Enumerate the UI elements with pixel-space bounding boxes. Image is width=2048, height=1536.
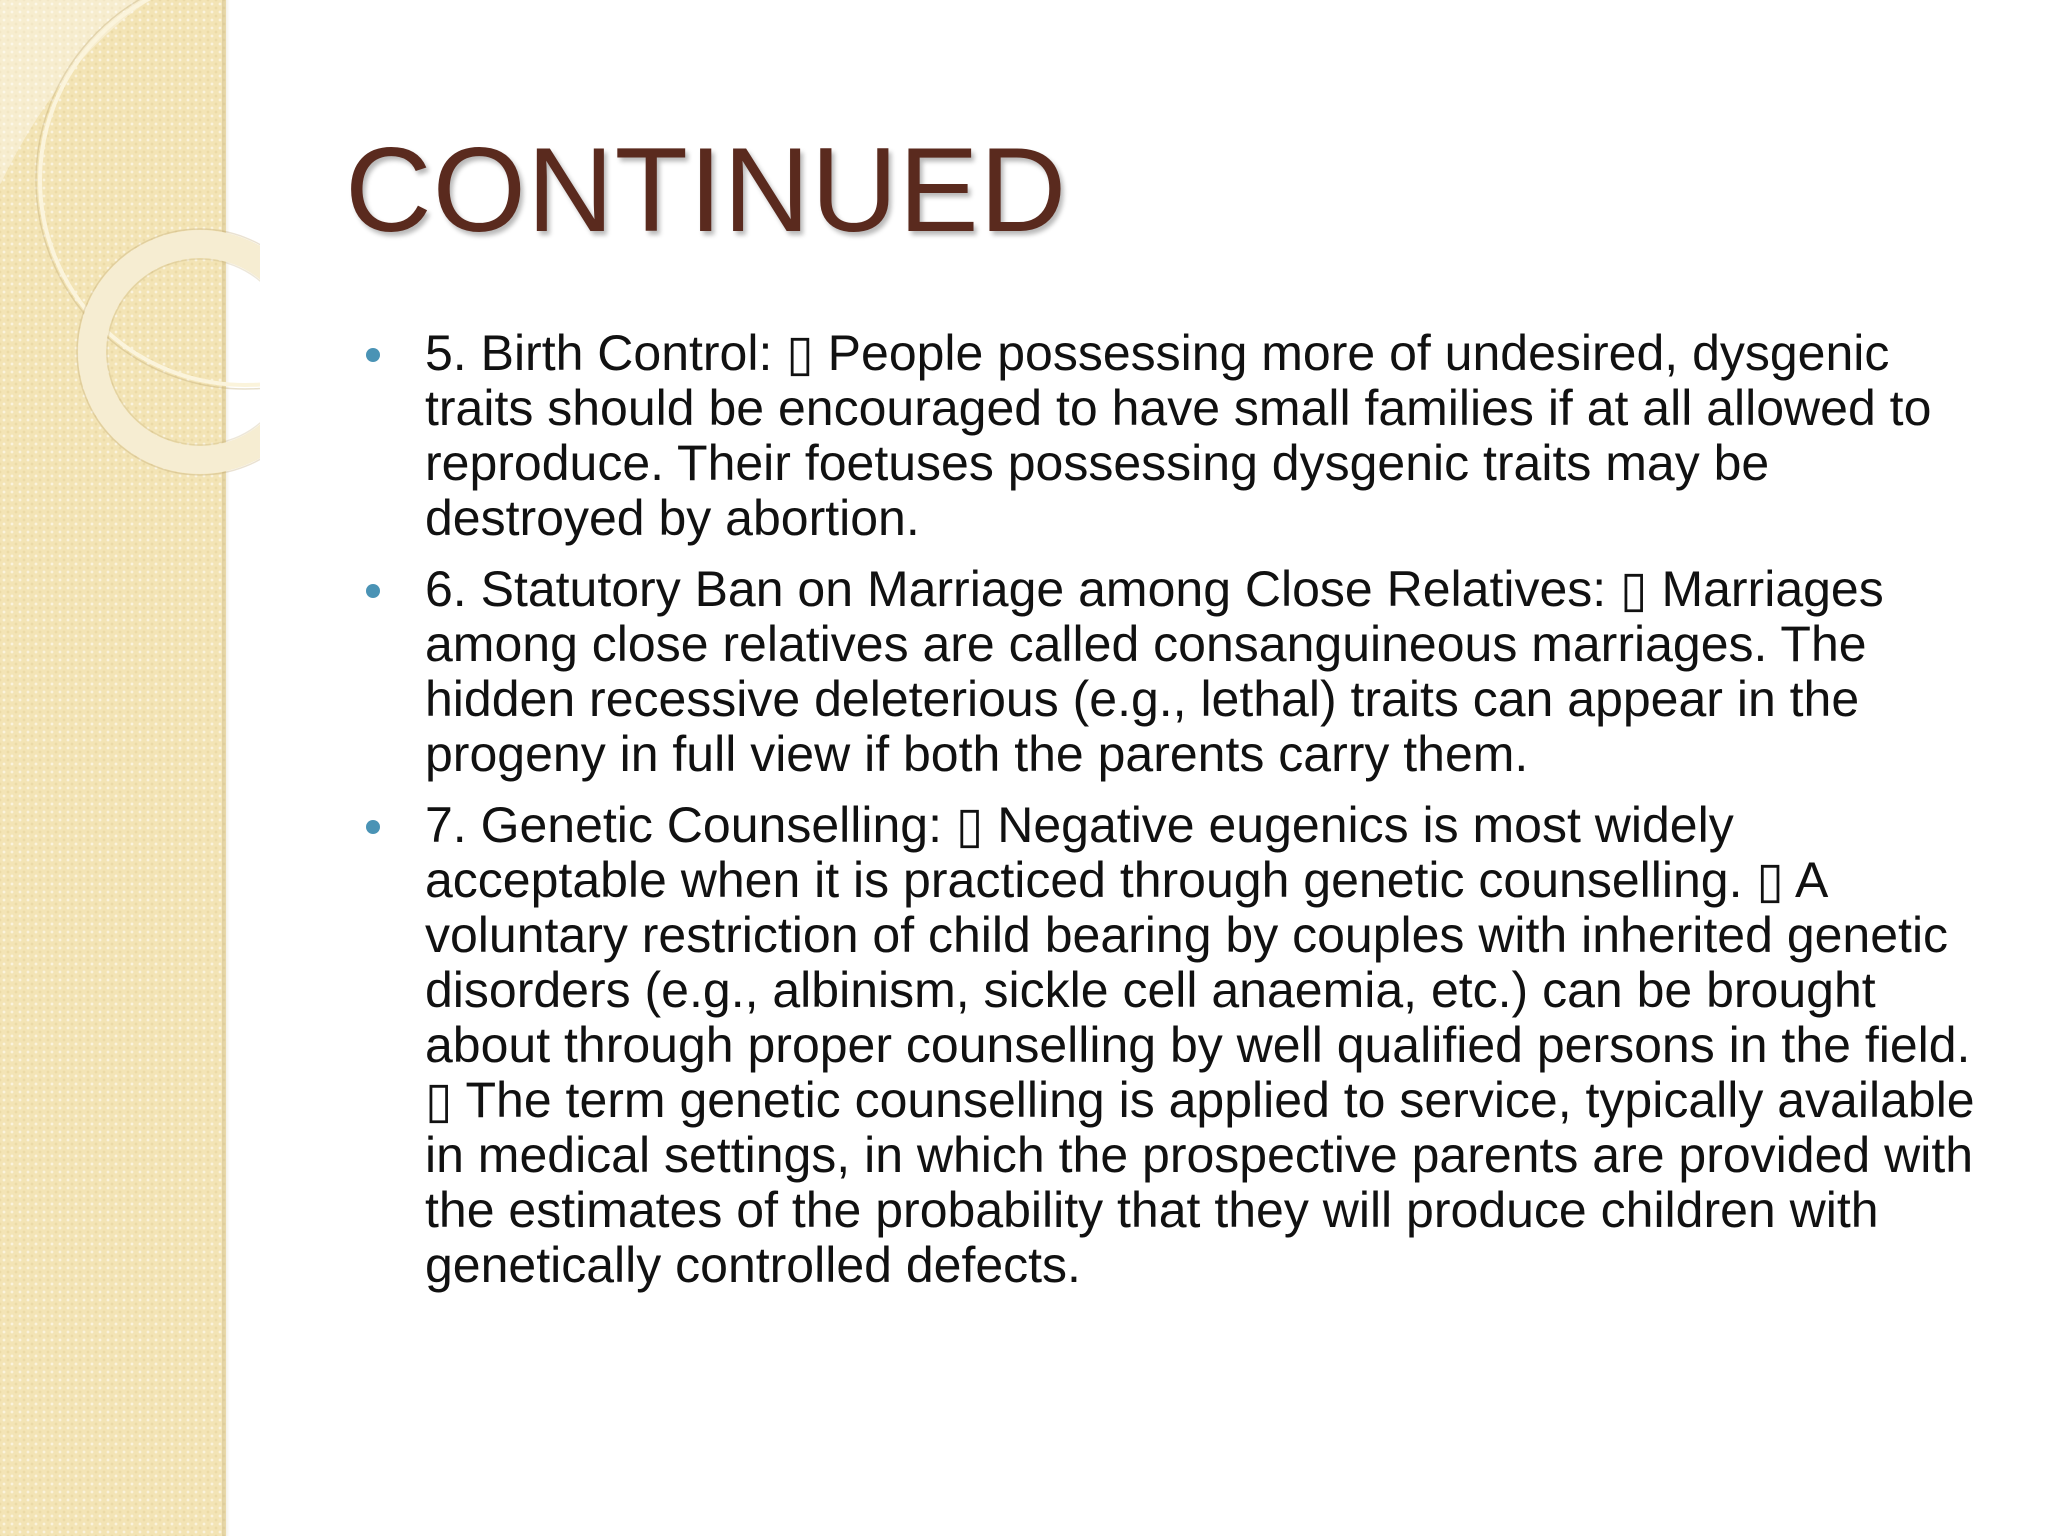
bullet-text: 6. Statutory Ban on Marriage among Close Relatives: ▯ Marriages among close relatives are called consanguineous marriages. The hidden recessive deleterious (e.g., lethal) traits can appear in the progeny in full view if both the parents carry them. [425,561,1884,782]
slide-title: CONTINUED [345,123,1068,257]
bullet-item-genetic-counselling [360,798,1980,1293]
bullet-item-birth-control [360,326,1980,546]
bullet-list [360,326,1980,1309]
bullet-dot-icon [366,584,380,598]
bullet-text: 5. Birth Control: ▯ People possessing more of undesired, dysgenic traits should be encouraged to have small families if at all allowed to reproduce. Their foetuses possessing dysgenic traits may be destroyed by abortion. [425,325,1932,546]
decorative-circles [0,0,260,520]
bullet-dot-icon [366,348,380,362]
bullet-dot-icon [366,820,380,834]
bullet-item-marriage-ban [360,562,1980,782]
bullet-text: 7. Genetic Counselling: ▯ Negative eugenics is most widely acceptable when it is practiced through genetic counselling. ▯ A voluntary restriction of child bearing by couples with inherited genetic disorders (e.g., albinism, sickle cell anaemia, etc.) can be brought about through proper counselling by well qualified persons in the field. ▯ The term genetic counselling is applied to service, typically available in medical settings, in which the prospective parents are provided with the estimates of the probability that they will produce children with genetically controlled defects. [425,797,1975,1293]
